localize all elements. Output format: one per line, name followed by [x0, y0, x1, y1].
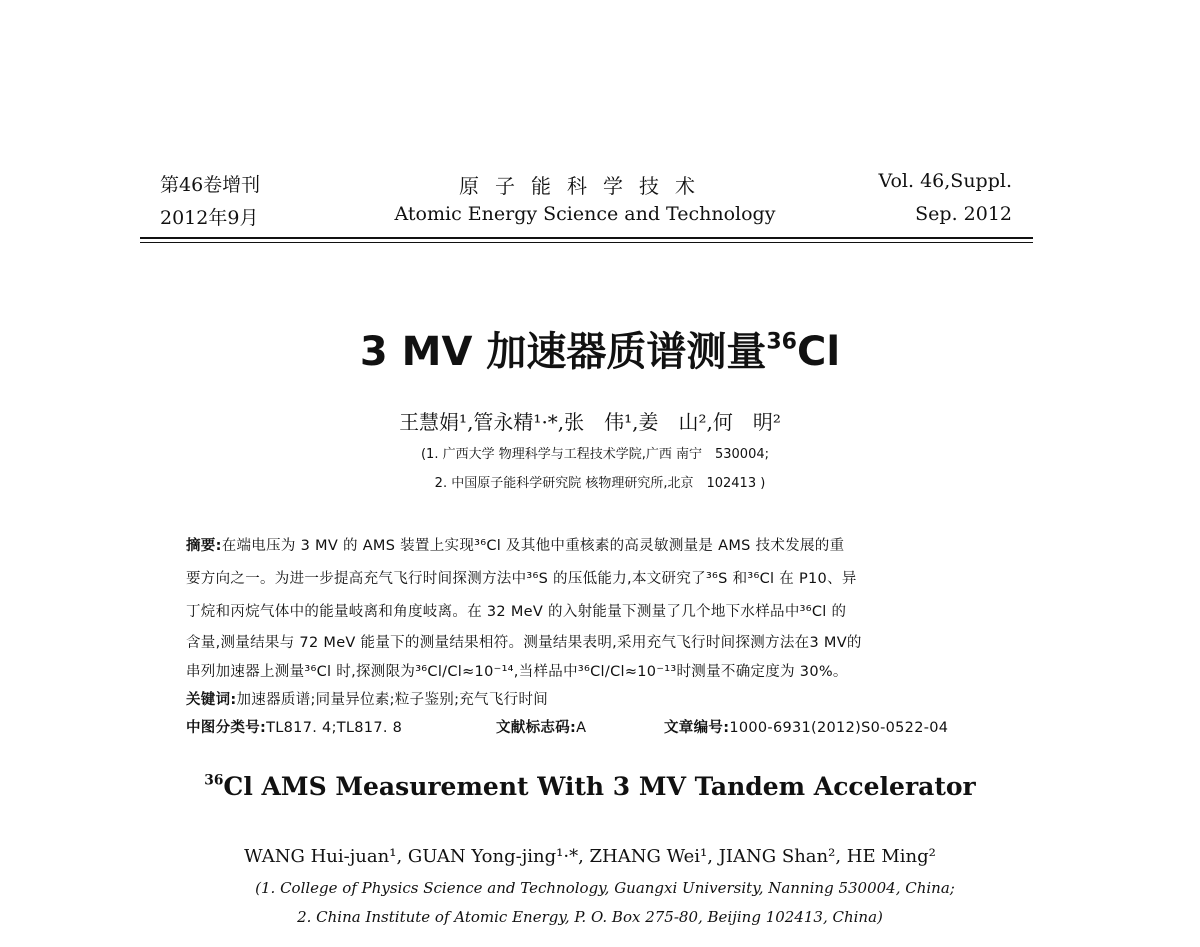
- doc-code-label: 文献标志码:: [496, 720, 577, 736]
- article-id-value: 1000-6931(2012)S0-0522-04: [729, 720, 949, 736]
- authors-en: WANG Hui-juan¹, GUAN Yong-jing¹·*, ZHANG Wei¹, JIANG Shan², HE Ming²: [244, 846, 936, 867]
- abstract-line-1: [186, 534, 844, 555]
- paper-title-cn-isotope-mass: 36: [766, 329, 797, 355]
- abstract-line-4: 含量,测量结果与 72 MeV 能量下的测量结果相符。测量结果表明,采用充气飞行时间探测方法在3 MV的: [186, 635, 862, 651]
- authors-cn: 王慧娟¹,管永精¹·*,张 伟¹,姜 山²,何 明²: [399, 410, 781, 434]
- journal-date-en: Sep. 2012: [915, 203, 1012, 225]
- keywords-label: 关键词:: [186, 692, 237, 708]
- journal-date-cn: 2012年9月: [160, 207, 259, 229]
- journal-name-cn: 原子能科学技术: [459, 174, 711, 198]
- clc-value: TL817. 4;TL817. 8: [266, 720, 403, 736]
- journal-volume: Vol. 46,Suppl.: [878, 170, 1012, 192]
- keywords: [186, 688, 548, 709]
- journal-name-en: Atomic Energy Science and Technology: [394, 203, 776, 225]
- abstract-text-1: 在端电压为 3 MV 的 AMS 装置上实现³⁶Cl 及其他中重核素的高灵敏测量是 AMS 技术发展的重: [221, 538, 845, 554]
- affiliation-en-1: (1. College of Physics Science and Technology, Guangxi University, Nanning 530004, China;: [255, 879, 955, 897]
- keywords-value: 加速器质谱;同量异位素;粒子鉴别;充气飞行时间: [236, 692, 549, 708]
- doc-code-value: A: [576, 720, 587, 736]
- abstract-line-3: 丁烷和丙烷气体中的能量岐离和角度岐离。在 32 MeV 的入射能量下测量了几个地下水样品中³⁶Cl 的: [186, 604, 847, 620]
- header-rule-thick: [140, 237, 1033, 239]
- affiliation-cn-2: 2. 中国原子能科学研究院 核物理研究所,北京 102413 ): [434, 476, 766, 491]
- abstract-line-5: 串列加速器上测量³⁶Cl 时,探测限为³⁶Cl/Cl≈10⁻¹⁴,当样品中³⁶Cl/Cl≈10⁻¹³时测量不确定度为 30%。: [186, 664, 848, 680]
- abstract-label: 摘要:: [186, 538, 222, 554]
- paper-title-en-main: Cl AMS Measurement With 3 MV Tandem Accelerator: [223, 772, 976, 801]
- paper-title-en-isotope-mass: 36: [204, 772, 224, 789]
- clc-label: 中图分类号:: [186, 720, 267, 736]
- classification-line: [186, 716, 949, 737]
- paper-title-cn-element: Cl: [797, 329, 841, 375]
- abstract-line-2: 要方向之一。为进一步提高充气飞行时间探测方法中³⁶S 的压低能力,本文研究了³⁶S 和³⁶Cl 在 P10、异: [186, 571, 857, 587]
- paper-title-cn: [0, 320, 1200, 377]
- header-rule-thin: [140, 242, 1033, 243]
- paper-title-en: [0, 772, 1180, 801]
- journal-issue: 第46卷增刊: [160, 174, 261, 196]
- article-id-label: 文章编号:: [664, 720, 730, 736]
- affiliation-en-2: 2. China Institute of Atomic Energy, P. O. Box 275-80, Beijing 102413, China): [297, 908, 883, 926]
- affiliation-cn-1: (1. 广西大学 物理科学与工程技术学院,广西 南宁 530004;: [420, 447, 769, 462]
- paper-title-cn-main: 3 MV 加速器质谱测量: [359, 329, 767, 375]
